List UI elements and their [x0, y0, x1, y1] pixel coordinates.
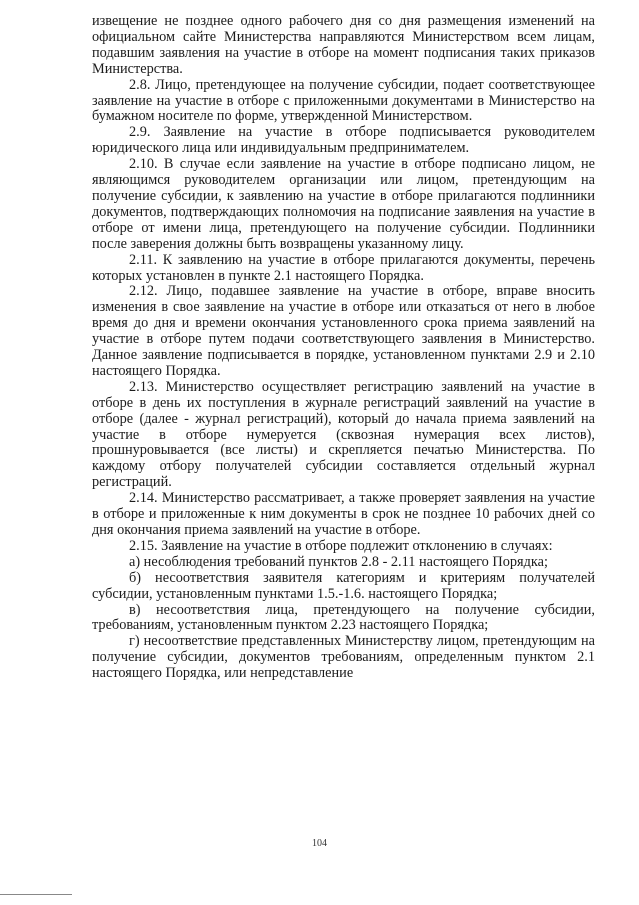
list-item-g: г) несоответствие представленных Министерству лицом, претендующим на получение субсидии, документов требованиям, определенным пунктом 2.1 настоящего Порядка, или непредставление	[92, 633, 595, 682]
list-item-b: б) несоответствия заявителя категориям и критериям получателей субсидии, установленным пунктами 1.5.-1.6. настоящего Порядка;	[92, 569, 595, 602]
paragraph-2-8: 2.8. Лицо, претендующее на получение субсидии, подает соответствующее заявление на участие в отборе с приложенными документами в Министерство на бумажном носителе по форме, утвержденной Министерством.	[92, 76, 595, 125]
paragraph-2-15: 2.15. Заявление на участие в отборе подлежит отклонению в случаях:	[129, 537, 553, 554]
footer-rule	[0, 894, 72, 895]
paragraph-2-14: 2.14. Министерство рассматривает, а также проверяет заявления на участие в отборе и приложенные к ним документы в срок не позднее 10 рабочих дней со дня окончания приема заявлений на участие в отборе.	[92, 490, 595, 538]
page-number: 104	[312, 838, 327, 849]
paragraph-2-10: 2.10. В случае если заявление на участие в отборе подписано лицом, не являющимся руководителем организации или лицом, претендующим на получение субсидии, к заявлению на участие в отборе прилагаются подлинники документов, подтверждающих полномочия на подписание заявления на участие в отборе от имени лица, претендующего на получение субсидии. Подлинники после заверения должны быть возвращены указанному лицу.	[92, 156, 595, 252]
list-item-v: в) несоответствия лица, претендующего на получение субсидии, требованиям, установленным пунктом 2.23 настоящего Порядка;	[92, 601, 595, 634]
paragraph-2-9: 2.9. Заявление на участие в отборе подписывается руководителем юридического лица или индивидуальным предпринимателем.	[92, 124, 595, 157]
paragraph-2-11: 2.11. К заявлению на участие в отборе прилагаются документы, перечень которых установлен в пункте 2.1 настоящего Порядка.	[92, 251, 595, 284]
list-item-a: а) несоблюдения требований пунктов 2.8 - 2.11 настоящего Порядка;	[129, 553, 548, 570]
document-body	[92, 14, 595, 682]
paragraph-2-13: 2.13. Министерство осуществляет регистрацию заявлений на участие в отборе в день их поступления в журнале регистраций заявлений на участие в отборе (далее - журнал регистраций), который до начала приема заявлений на участие в отборе нумеруется (сквозная нумерация всех листов), прошнуровывается (все листы) и скрепляется печатью Министерства. По каждому отбору получателей субсидии составляется отдельный журнал регистраций.	[92, 378, 595, 491]
paragraph-continuation: извещение не позднее одного рабочего дня со дня размещения изменений на официальном сайте Министерства направляются Министерством всем лицам, подавшим заявления на участие в отборе на момент подписания таких приказов Министерства.	[92, 13, 595, 77]
paragraph-2-12: 2.12. Лицо, подавшее заявление на участие в отборе, вправе вносить изменения в свое заявление на участие в отборе или отказаться от него в любое время до дня и времени окончания установленного срока приема заявлений на участие в отборе путем подачи соответствующего заявления в Министерство. Данное заявление подписывается в порядке, установленном пунктами 2.9 и 2.10 настоящего Порядка.	[92, 283, 595, 379]
